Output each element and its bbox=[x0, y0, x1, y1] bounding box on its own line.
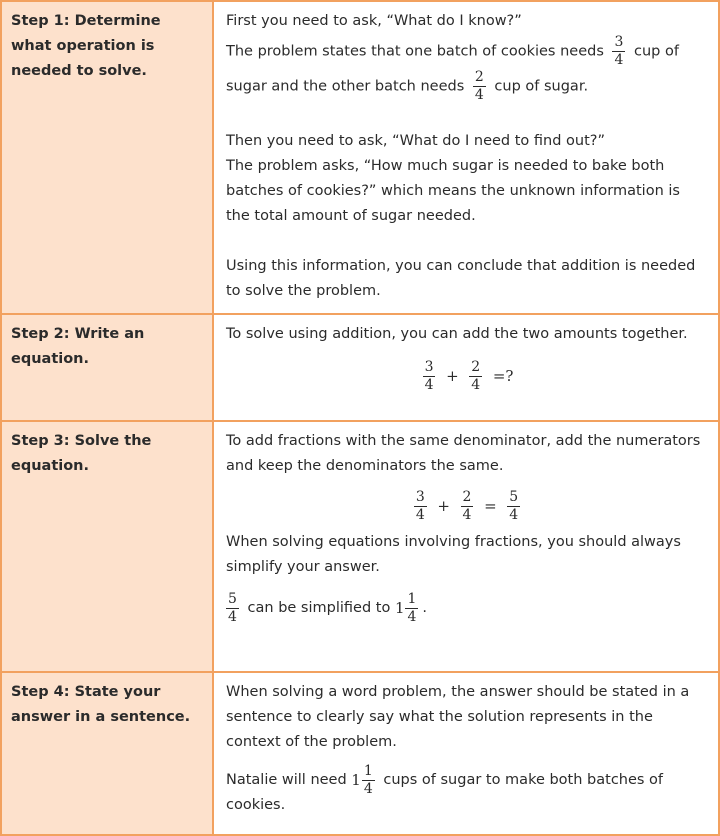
step-3-simplify-text: can be simplified to bbox=[247, 600, 391, 616]
step-2-equation bbox=[226, 359, 708, 394]
step-row-3 bbox=[1, 421, 719, 672]
step-1-states-b: cup of bbox=[634, 43, 679, 60]
step-1-states-c: sugar and the other batch needs bbox=[226, 78, 465, 95]
step-4-label: Step 4: State your answer in a sentence. bbox=[1, 672, 213, 835]
step-1-asks: The problem asks, “How much sugar is needed to bake both batches of cookies?” which means the unknown information is the total amount of sugar needed. bbox=[226, 158, 680, 224]
eq3-fraction-a: $\frac{3}{4}$ bbox=[415, 489, 425, 523]
step-2-text: To solve using addition, you can add the two amounts together. bbox=[226, 326, 688, 342]
step-1-states-d: cup of sugar. bbox=[494, 78, 589, 95]
fraction-three-quarters: $\frac{3}{4}$ bbox=[614, 34, 624, 68]
eq3-fraction-b: $\frac{2}{4}$ bbox=[462, 489, 472, 523]
mixed-fraction: $\frac{1}{4}$ bbox=[407, 590, 417, 625]
step-1-ask-know: First you need to ask, “What do I know?” bbox=[226, 13, 522, 29]
step-3-period: . bbox=[422, 600, 428, 616]
fraction-two-quarters: $\frac{2}{4}$ bbox=[474, 69, 484, 103]
step-4-text: When solving a word problem, the answer should be stated in a sentence to clearly say what the solution represents in the context of the problem. bbox=[226, 684, 690, 750]
step-3-simplify-note: When solving equations involving fractions, you should always simplify your answer. bbox=[226, 534, 681, 575]
step-4-answer-c: cookies. bbox=[226, 797, 286, 813]
eq2-rhs: =? bbox=[492, 367, 514, 385]
eq3-plus: + bbox=[437, 497, 450, 515]
step-4-content bbox=[213, 672, 719, 835]
step-3-simplify-line bbox=[226, 588, 708, 628]
step-3-content bbox=[213, 421, 719, 672]
eq2-fraction-b: $\frac{2}{4}$ bbox=[471, 359, 481, 393]
mixed-whole: 1 bbox=[394, 599, 405, 617]
step-1-ask-find: Then you need to ask, “What do I need to find out?” bbox=[226, 133, 605, 149]
step-1-states-line-1 bbox=[226, 34, 708, 69]
step-1-label: Step 1: Determine what operation is needed to solve. bbox=[1, 1, 213, 314]
step-1-conclude: Using this information, you can conclude that addition is needed to solve the problem. bbox=[226, 258, 696, 299]
eq3-fraction-result: $\frac{5}{4}$ bbox=[509, 489, 519, 523]
step-3-label: Step 3: Solve the equation. bbox=[1, 421, 213, 672]
step-2-content bbox=[213, 314, 719, 421]
step-row-1 bbox=[1, 1, 719, 314]
step-row-2 bbox=[1, 314, 719, 421]
eq2-plus: + bbox=[446, 367, 459, 385]
answer-mixed-fraction: $\frac{1}{4}$ bbox=[363, 762, 373, 797]
eq3-equals: = bbox=[484, 497, 497, 515]
step-1-content bbox=[213, 1, 719, 314]
eq2-fraction-a: $\frac{3}{4}$ bbox=[424, 359, 434, 393]
step-4-answer-a: Natalie will need bbox=[226, 772, 347, 788]
fraction-five-quarters: $\frac{5}{4}$ bbox=[228, 590, 237, 625]
step-4-answer-line bbox=[226, 761, 708, 799]
step-row-4 bbox=[1, 672, 719, 835]
step-3-text: To add fractions with the same denominator, add the numerators and keep the denominators the same. bbox=[226, 433, 701, 474]
step-1-states-line-2 bbox=[226, 69, 708, 104]
step-2-label: Step 2: Write an equation. bbox=[1, 314, 213, 421]
step-3-equation bbox=[226, 489, 708, 524]
step-1-states-a: The problem states that one batch of cookies needs bbox=[226, 43, 604, 60]
answer-mixed-whole: 1 bbox=[351, 771, 361, 789]
step-4-answer-b: cups of sugar to make both batches of bbox=[383, 772, 664, 788]
